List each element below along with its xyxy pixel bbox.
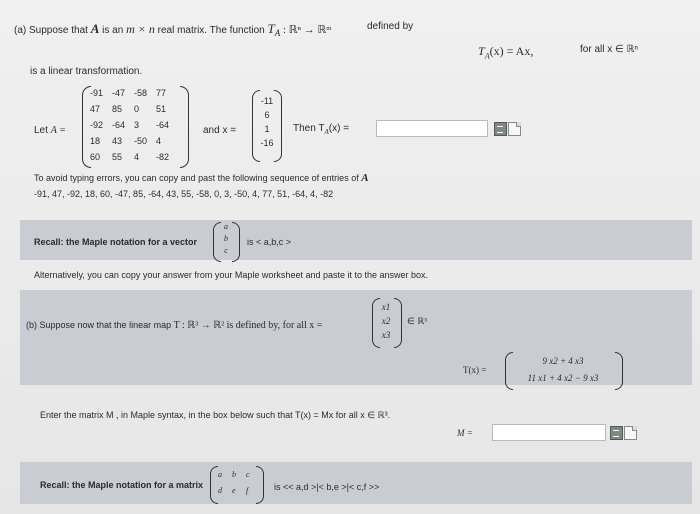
x-b-right-bracket — [394, 298, 402, 348]
recall-matrix-label: Recall: the Maple notation for a matrix — [40, 480, 204, 490]
matrix-a-right-bracket — [180, 86, 189, 168]
help-document-icon-b[interactable] — [624, 426, 637, 440]
recall-vector-label: Recall: the Maple notation for a vector — [34, 237, 198, 247]
recall-vec-right-bracket — [232, 222, 240, 262]
sequence-text: -91, 47, -92, 18, 60, -47, 85, -64, 43, 55, -58, 0, 3, -50, 4, 77, 51, -64, 4, -82 — [34, 189, 334, 199]
x-b-vector: x1 x2 x3 — [381, 302, 391, 340]
tx-left-bracket — [505, 352, 513, 390]
recall-matrix: a b c d e f — [218, 470, 250, 495]
let-label: Let A = — [34, 125, 66, 136]
recall-matrix-left-bracket — [210, 466, 218, 504]
recall-vector-notation: is < a,b,c > — [247, 237, 292, 247]
help-document-icon[interactable] — [508, 122, 521, 136]
part-a-intro: (a) Suppose that A is an m × n real matrix. The function $T_A$ : ℝⁿ → ℝᵐ — [14, 21, 332, 38]
enter-matrix-text: Enter the matrix M , in Maple syntax, in the box below such that T(x) = Mx for all x ∈ ℝ³. — [40, 410, 391, 420]
in-r3: ∈ ℝ³ — [407, 316, 427, 326]
and-x-label: and x = — [203, 125, 237, 136]
linear-transformation-text: is a linear transformation. — [30, 66, 143, 77]
answer-b-input[interactable] — [492, 424, 606, 441]
matrix-a: -91 -47 -58 77 47 85 0 51 -92 -64 3 -64 18 43 -50 4 60 55 4 -82 — [90, 88, 170, 162]
tx-vector: 9 x2 + 4 x3 11 x1 + 4 x2 − 9 x3 — [527, 356, 599, 383]
x-vector-right-bracket — [274, 90, 282, 162]
m-label: M = — [457, 428, 473, 438]
then-label: Then $T_A(x)$ = — [293, 123, 350, 136]
x-vector: -11 6 1 -16 — [260, 96, 274, 148]
recall-matrix-right-bracket — [256, 466, 264, 504]
recall-vector: a b c — [224, 222, 228, 255]
tx-right-bracket — [615, 352, 623, 390]
formula: $T_A(x) = Ax$, — [478, 44, 534, 61]
part-b-intro: (b) Suppose now that the linear map T : ℝ³ → ℝ² is defined by, for all x = — [26, 320, 323, 331]
maple-syntax-icon-b[interactable] — [610, 426, 623, 440]
answer-a-input[interactable] — [376, 120, 488, 137]
tx-label: T(x) = — [463, 365, 487, 375]
recall-matrix-notation: is << a,d >|< b,e >|< c,f >> — [274, 482, 380, 492]
avoid-typing-text: To avoid typing errors, you can copy and past the following sequence of entries of A — [34, 172, 369, 184]
maple-syntax-icon[interactable] — [494, 122, 507, 136]
alternatively-text: Alternatively, you can copy your answer from your Maple worksheet and paste it to the answer box. — [34, 270, 429, 280]
defined-by-text: defined by — [367, 21, 414, 32]
for-all-text: for all x ∈ ℝⁿ — [580, 44, 639, 55]
